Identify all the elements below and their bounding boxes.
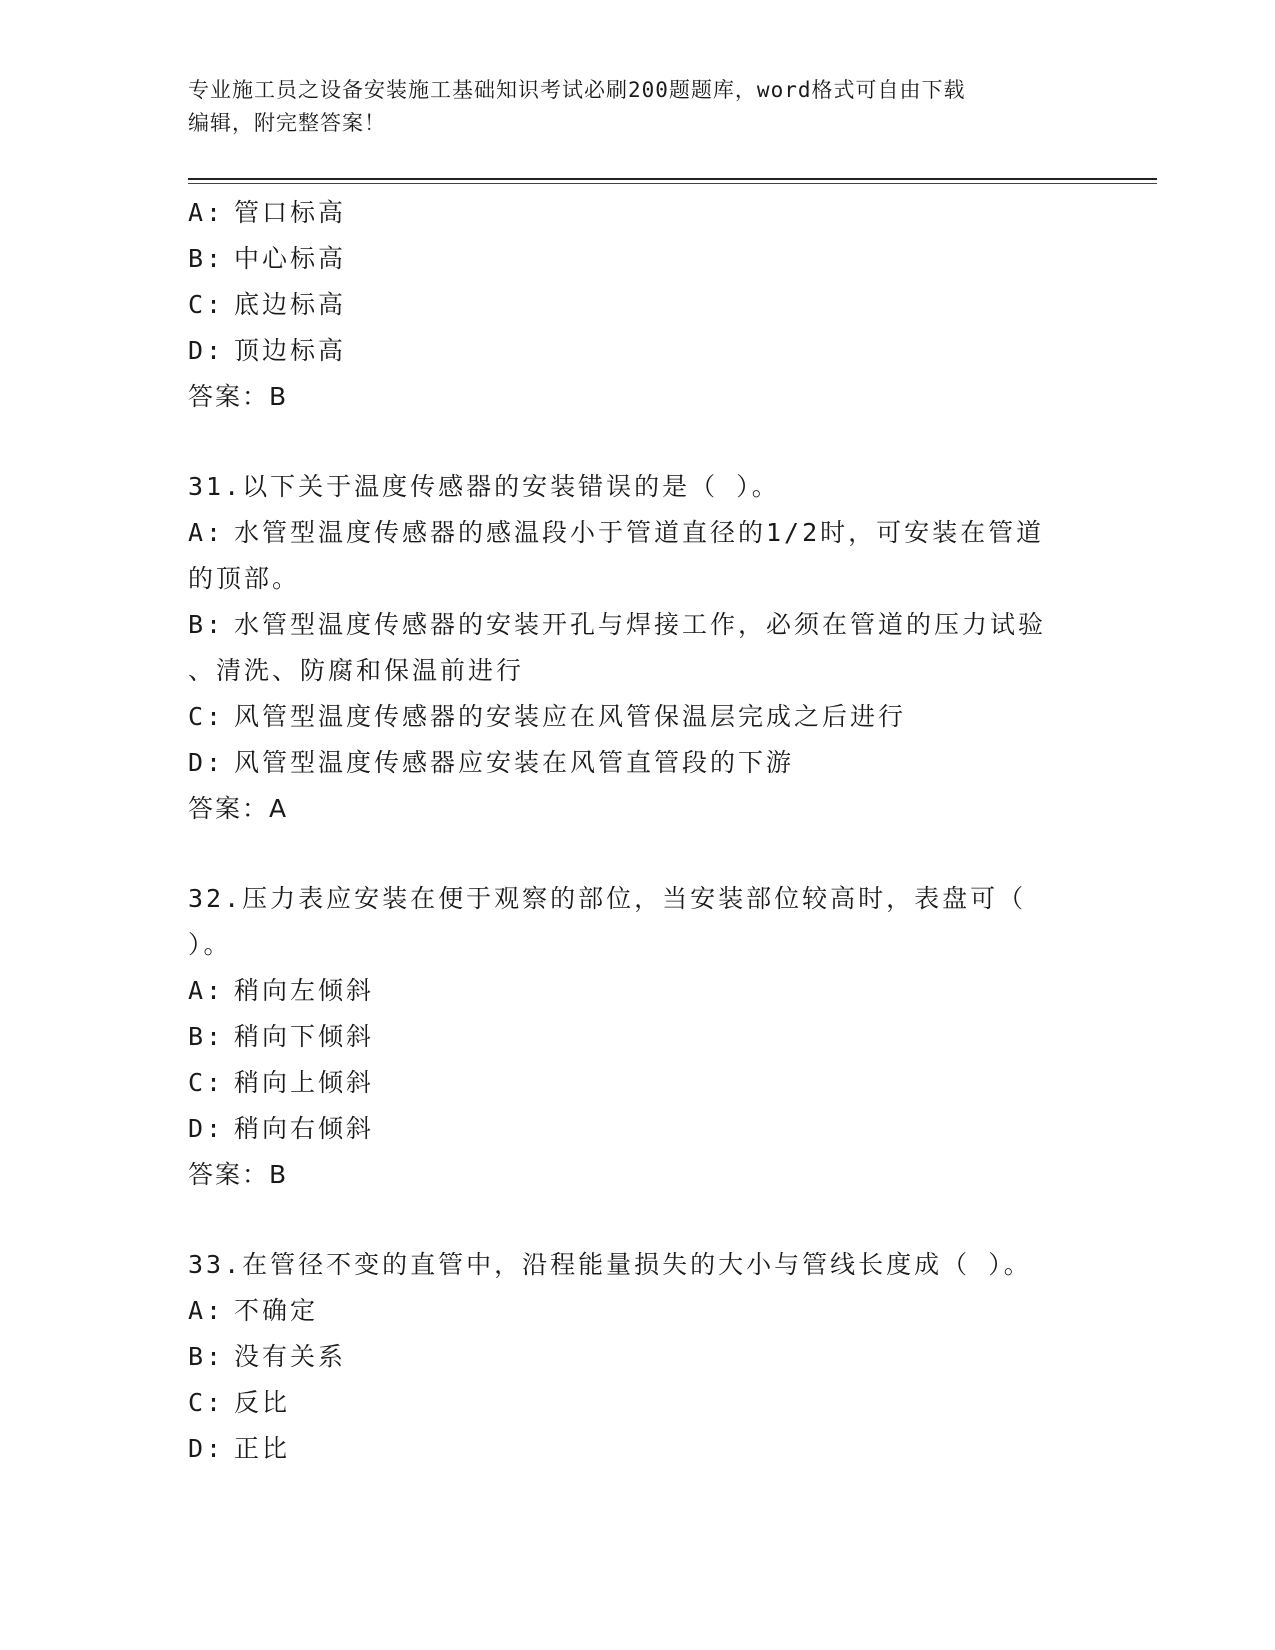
option-text: 中心标高: [234, 244, 347, 273]
option-letter: A:: [188, 1296, 225, 1325]
option-letter: C:: [188, 1068, 225, 1097]
question-list: [188, 190, 1088, 1472]
option-text: 正比: [234, 1434, 291, 1463]
option-letter: B:: [188, 1022, 225, 1051]
option-letter: C:: [188, 702, 225, 731]
option-d: [188, 328, 1088, 374]
option-c: [188, 282, 1088, 328]
option-text: 稍向左倾斜: [234, 976, 375, 1005]
option-letter: B:: [188, 1342, 225, 1371]
option-b: [188, 236, 1088, 282]
option-letter: B:: [188, 244, 225, 273]
option-letter: A:: [188, 198, 225, 227]
question-text-continuation: ）。: [188, 930, 232, 959]
option-letter: B:: [188, 610, 225, 639]
answer-line: 答案：B: [188, 1160, 289, 1189]
answer-line: 答案：B: [188, 382, 289, 411]
option-d: [188, 740, 1088, 786]
option-text: 顶边标高: [234, 336, 347, 365]
option-text: 底边标高: [234, 290, 347, 319]
question-31: [188, 464, 1088, 832]
option-c: [188, 1380, 1088, 1426]
option-a: [188, 968, 1088, 1014]
question-32: [188, 876, 1088, 1198]
option-letter: D:: [188, 336, 225, 365]
header-rule-thin: [188, 183, 1157, 184]
option-a: [188, 510, 1088, 556]
option-text: 稍向下倾斜: [234, 1022, 375, 1051]
header-line-1: 专业施工员之设备安装施工基础知识考试必刷200题题库，word格式可自由下载: [188, 78, 966, 102]
option-text: 反比: [234, 1388, 291, 1417]
option-d: [188, 1106, 1088, 1152]
option-text: 水管型温度传感器的感温段小于管道直径的1/2时，可安装在管道: [234, 518, 1045, 547]
option-letter: D:: [188, 748, 225, 777]
option-b: [188, 1014, 1088, 1060]
page-header: [188, 74, 1068, 140]
option-b: [188, 1334, 1088, 1380]
option-text: 管口标高: [234, 198, 347, 227]
option-d: [188, 1426, 1088, 1472]
question-text: 32.压力表应安装在便于观察的部位，当安装部位较高时，表盘可（: [188, 884, 1027, 913]
option-letter: D:: [188, 1434, 225, 1463]
question-30: [188, 190, 1088, 420]
option-text: 不确定: [234, 1296, 319, 1325]
option-b-continuation: 、清洗、防腐和保温前进行: [188, 656, 525, 685]
option-a: [188, 190, 1088, 236]
option-text: 水管型温度传感器的安装开孔与焊接工作，必须在管道的压力试验: [234, 610, 1047, 639]
option-letter: C:: [188, 1388, 225, 1417]
option-b: [188, 602, 1088, 648]
option-letter: D:: [188, 1114, 225, 1143]
option-text: 稍向右倾斜: [234, 1114, 375, 1143]
option-text: 没有关系: [234, 1342, 347, 1371]
option-letter: A:: [188, 976, 225, 1005]
option-c: [188, 1060, 1088, 1106]
question-text: 33.在管径不变的直管中，沿程能量损失的大小与管线长度成（ ）。: [188, 1250, 1032, 1279]
option-letter: C:: [188, 290, 225, 319]
question-33: [188, 1242, 1088, 1472]
option-text: 风管型温度传感器的安装应在风管保温层完成之后进行: [234, 702, 907, 731]
option-c: [188, 694, 1088, 740]
option-a-continuation: 的顶部。: [188, 564, 301, 593]
header-line-2: 编辑，附完整答案！: [188, 111, 386, 135]
option-letter: A:: [188, 518, 225, 547]
option-a: [188, 1288, 1088, 1334]
option-text: 风管型温度传感器应安装在风管直管段的下游: [234, 748, 795, 777]
header-rule-thick: [188, 178, 1157, 180]
answer-line: 答案：A: [188, 794, 289, 823]
question-text: 31.以下关于温度传感器的安装错误的是（ ）。: [188, 472, 780, 501]
option-text: 稍向上倾斜: [234, 1068, 375, 1097]
